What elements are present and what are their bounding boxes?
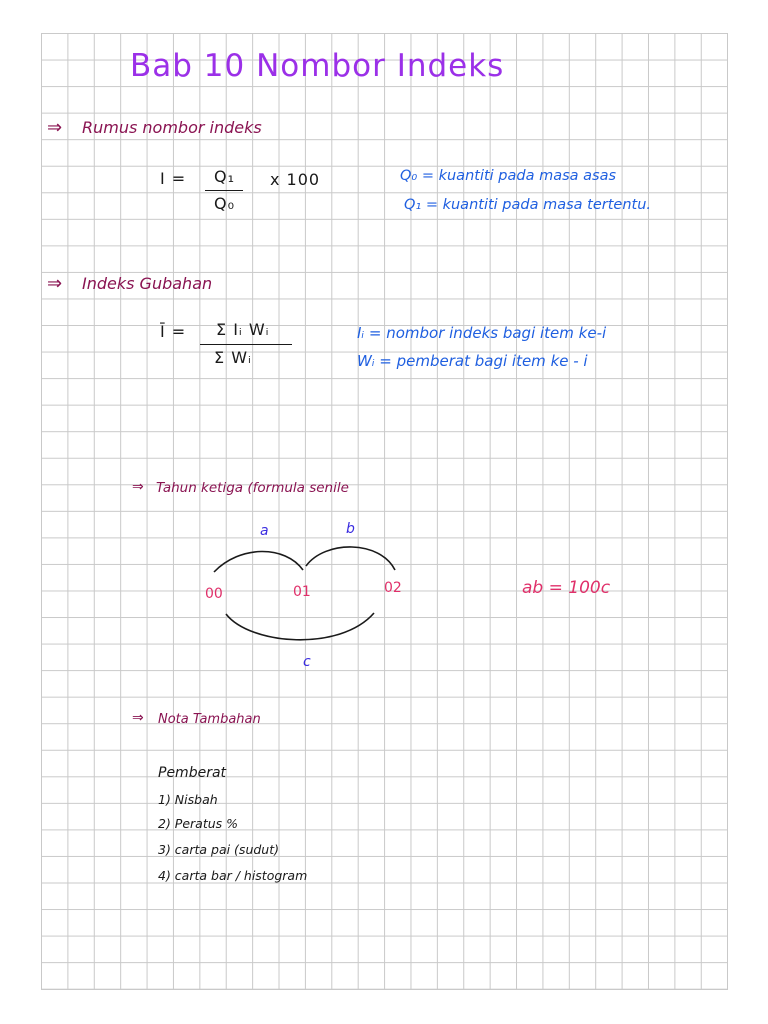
list-item: 2) Peratus % [158,816,239,831]
page-title: Bab 10 Nombor Indeks [130,48,505,84]
arc-a [214,551,303,572]
list-item: 1) Nisbah [158,792,218,807]
formula1-denominator: Q₀ [214,194,236,213]
section4-arrow: ⇒ [132,710,144,726]
section1-heading: Rumus nombor indeks [82,118,262,137]
section2-definition-w: Wᵢ = pemberat bagi item ke - i [357,352,588,370]
year-label-02: 02 [384,580,402,596]
formula2-lhs: Ī = [160,322,187,341]
section2-heading: Indeks Gubahan [82,274,213,293]
section1-arrow: ⇒ [47,117,63,138]
formula1-lhs: I = [160,169,187,188]
formula1-numerator: Q₁ [214,167,236,186]
formula2-numerator: Σ Iᵢ Wᵢ [216,320,270,339]
list-item: 4) carta bar / histogram [158,868,308,883]
section2-definition-i: Iᵢ = nombor indeks bagi item ke-i [357,324,607,342]
section2-arrow: ⇒ [47,273,63,294]
arc-c [226,613,374,640]
formula2-denominator: Σ Wᵢ [214,348,252,367]
arc-label-c: c [303,654,311,670]
arc-b [306,547,395,570]
year-label-00: 00 [205,586,223,602]
formula1-multiplier: x 100 [270,170,321,189]
year-label-01: 01 [293,584,311,600]
arc-label-a: a [260,523,269,539]
pemberat-subheading: Pemberat [158,765,227,781]
section1-definition-q0: Q₀ = kuantiti pada masa asas [400,168,617,184]
section3-arrow: ⇒ [132,479,144,495]
section3-heading: Tahun ketiga (formula senile [156,480,349,496]
list-item: 3) carta pai (sudut) [158,842,279,857]
section4-heading: Nota Tambahan [158,712,261,727]
chain-equation: ab = 100c [522,578,611,598]
section1-definition-q1: Q₁ = kuantiti pada masa tertentu. [404,197,651,213]
arc-label-b: b [346,521,355,537]
